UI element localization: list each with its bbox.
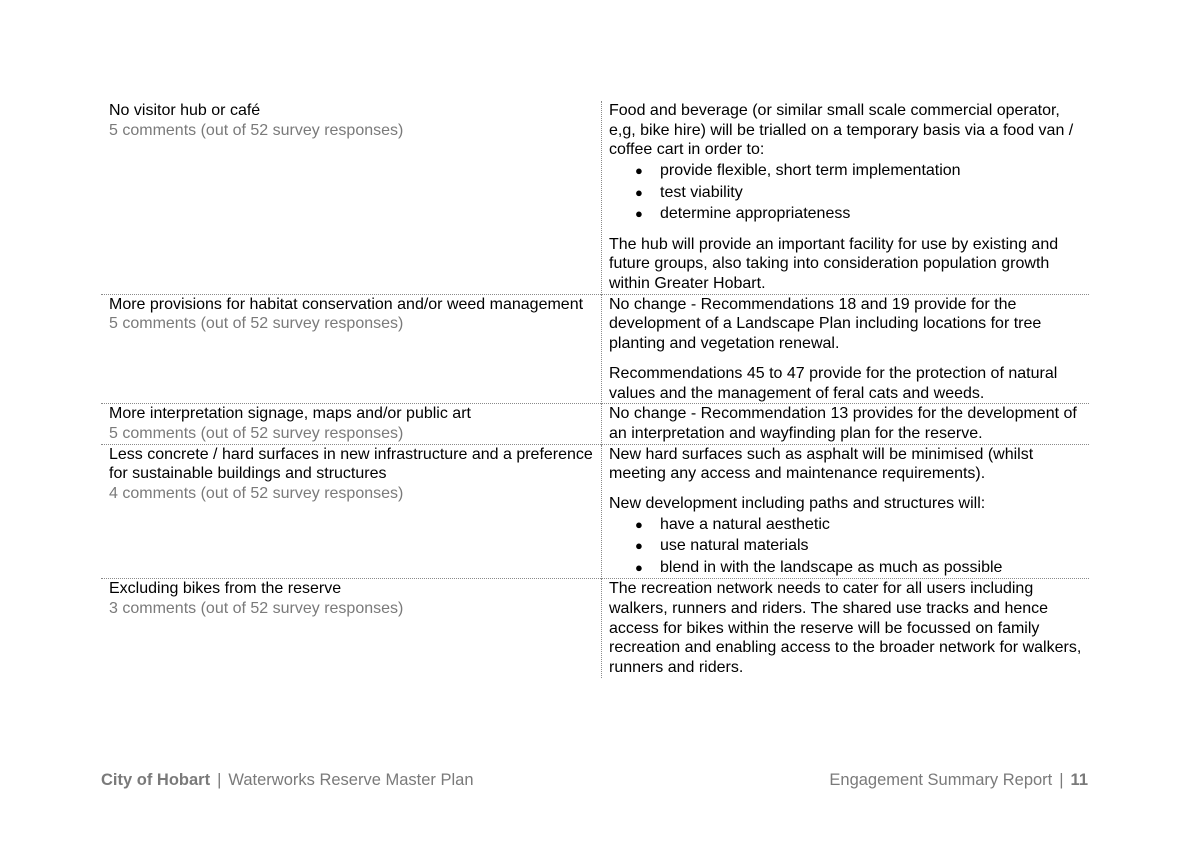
- response-paragraph: The hub will provide an important facility for use by existing and future groups, also taking into consideration population growth within Greater Hobart.: [609, 235, 1059, 293]
- bullet-icon: ●: [635, 559, 643, 575]
- list-item-text: test viability: [660, 183, 743, 201]
- table-row: [101, 294, 1089, 404]
- response-paragraph: Recommendations 45 to 47 provide for the protection of natural values and the management of feral cats and weeds.: [609, 364, 1058, 402]
- footer-right: [829, 771, 1088, 790]
- list-item-text: blend in with the landscape as much as possible: [660, 558, 1003, 576]
- bullet-icon: ●: [635, 184, 643, 200]
- issue-title: Less concrete / hard surfaces in new infrastructure and a preference for sustainable buildings and structures: [109, 445, 593, 483]
- table-row: [101, 101, 1089, 294]
- response-paragraph: New hard surfaces such as asphalt will be minimised (whilst meeting any access and maintenance requirements).: [609, 445, 1034, 483]
- bullet-icon: ●: [635, 516, 643, 532]
- issue-title: Excluding bikes from the reserve: [109, 580, 342, 598]
- list-item-text: provide flexible, short term implementation: [660, 162, 961, 180]
- response-paragraph: The recreation network needs to cater for all users including walkers, runners and riders. The shared use tracks and hence access for bikes within the reserve will be focussed on family recreation and enabling access to the broader network for walkers, runners and riders.: [609, 580, 1082, 677]
- response-paragraph: Food and beverage (or similar small scale commercial operator, e,g, bike hire) will be trialled on a temporary basis via a food van / coffee cart in order to:: [609, 102, 1074, 159]
- comment-count: 5 comments (out of 52 survey responses): [109, 121, 404, 139]
- issue-cell: [101, 101, 602, 294]
- bullet-icon: ●: [635, 206, 643, 222]
- issue-cell: [101, 404, 602, 444]
- issue-title: More interpretation signage, maps and/or public art: [109, 405, 471, 423]
- bullet-icon: ●: [635, 538, 643, 554]
- response-paragraph: No change - Recommendations 18 and 19 provide for the development of a Landscape Plan including locations for tree planting and vegetation renewal.: [609, 295, 1042, 353]
- comment-count: 4 comments (out of 52 survey responses): [109, 485, 404, 503]
- issue-cell: [101, 294, 602, 404]
- table-row: [101, 444, 1089, 579]
- list-item: [609, 557, 1083, 579]
- organisation-name: City of Hobart: [101, 771, 211, 789]
- engagement-table: [101, 101, 1089, 678]
- table-row: [101, 579, 1089, 678]
- comment-count: 3 comments (out of 52 survey responses): [109, 599, 404, 617]
- list-item-text: determine appropriateness: [660, 205, 851, 223]
- bullet-icon: ●: [635, 163, 643, 179]
- response-cell: [602, 294, 1090, 404]
- comment-count: 5 comments (out of 52 survey responses): [109, 424, 404, 442]
- response-paragraph: No change - Recommendation 13 provides for the development of an interpretation and wayfinding plan for the reserve.: [609, 405, 1077, 442]
- list-item: [609, 160, 1083, 182]
- page-number: 11: [1070, 771, 1088, 789]
- footer-separator: |: [217, 771, 222, 789]
- issue-cell: [101, 579, 602, 678]
- list-item-text: use natural materials: [660, 537, 809, 555]
- response-cell: [602, 444, 1090, 579]
- response-paragraph: New development including paths and structures will:: [609, 495, 986, 513]
- list-item: [609, 203, 1083, 225]
- response-cell: [602, 579, 1090, 678]
- comment-count: 5 comments (out of 52 survey responses): [109, 315, 404, 333]
- footer-separator: |: [1059, 771, 1064, 789]
- table-row: [101, 404, 1089, 444]
- list-item: [609, 182, 1083, 204]
- report-title: Engagement Summary Report: [829, 771, 1053, 789]
- list-item: [609, 514, 1083, 536]
- issue-title: More provisions for habitat conservation and/or weed management: [109, 295, 584, 313]
- list-item-text: have a natural aesthetic: [660, 515, 830, 533]
- response-bullet-list: [609, 514, 1083, 579]
- response-cell: [602, 404, 1090, 444]
- response-cell: [602, 101, 1090, 294]
- list-item: [609, 535, 1083, 557]
- issue-title: No visitor hub or café: [109, 102, 261, 119]
- footer-left: [101, 771, 474, 790]
- plan-title: Waterworks Reserve Master Plan: [228, 771, 474, 789]
- issue-cell: [101, 444, 602, 579]
- response-bullet-list: [609, 160, 1083, 225]
